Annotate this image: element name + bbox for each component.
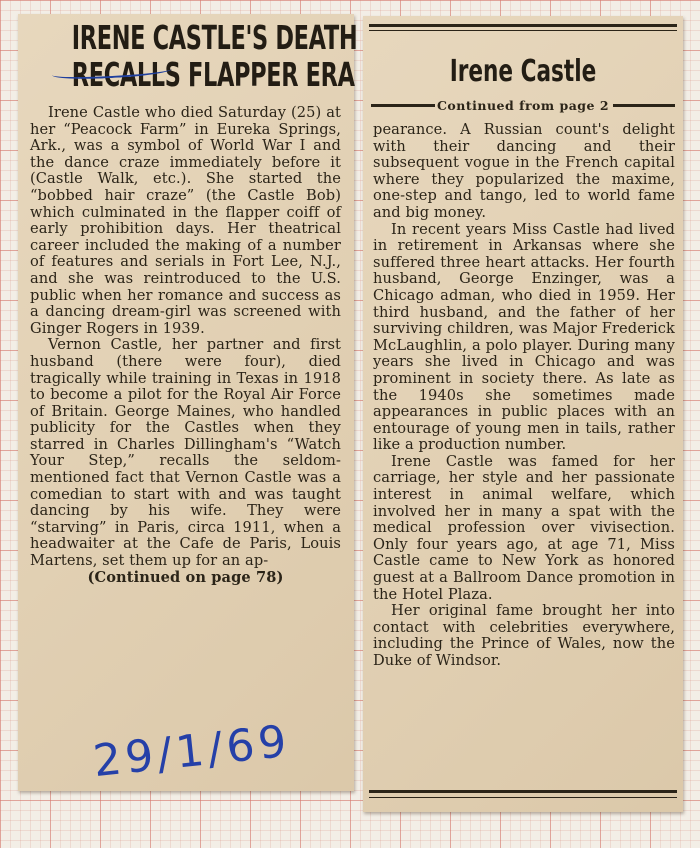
continued-on-note: (Continued on page 78) [87, 568, 284, 586]
right-paragraph-3: Irene Castle was famed for her carriage, her style and her passionate interest in animal welfare, which involved her in many a spat with the medical profession over vivisection. Only four years ago, at age 71, Miss Castle came to New York as honored guest at a Ballroom Dance promotion in the Hotel Plaza. [373, 452, 675, 603]
top-rule [369, 24, 677, 27]
headline-line1: IRENE CASTLE'S DEATH [71, 18, 358, 57]
left-clipping [18, 14, 358, 791]
left-paragraph-2: Vernon Castle, her partner and first husband (there were four), died tragically while training in Texas in 1918 to become a pilot for the Royal Air Force of Britain. George Maines, who handled publicity for the Castles when they starred in Charles Dillingham's “Watch Your Step,” recalls the seldom-mentioned fact that Vernon Castle was a comedian to start with and was taught dancing by his wife. They were “starving” in Paris, circa 1911, when a headwaiter at the Cafe de Paris, Louis Martens, set them up for an ap- [30, 336, 341, 570]
handwritten-date: 29/1/69 [90, 715, 293, 788]
right-paragraph-4: Her original fame brought her into contact with celebrities everywhere, including the Prince of Wales, now the Duke of Windsor. [373, 602, 675, 669]
left-paragraph-1: Irene Castle who died Saturday (25) at her “Peacock Farm” in Eureka Springs, Ark., was a symbol of World War I and the dance craze immediately before it (Castle Walk, etc.). She started the “bobbed hair craze” (the Castle Bob) which culminated in the flapper coiff of early prohibition days. Her theatrical career included the making of a number of features and serials in Fort Lee, N.J., and she was reintroduced to the U.S. public when her romance and success as a dancing dream-girl was screened with Ginger Rogers in 1939. [30, 104, 341, 337]
left-article-body [30, 105, 341, 586]
right-paragraph-1: pearance. A Russian count's delight with their dancing and their subsequent vogue in the French capital where they popularized the maxime, one-step and tango, led to world fame and big money. [373, 121, 675, 221]
bottom-rule-thin [369, 797, 677, 798]
right-clipping [363, 16, 683, 812]
bottom-rule [369, 790, 677, 793]
top-rule-thin [369, 30, 677, 31]
right-article-body [373, 122, 675, 670]
right-paragraph-2: In recent years Miss Castle had lived in retirement in Arkansas where she suffered three heart attacks. Her fourth husband, George Enzinger, was a Chicago adman, who died in 1959. Her third husband, and the father of her surviving children, was Major Frederick McLaughlin, a polo player. During many years she lived in Chicago and was prominent in society there. As late as the 1940s she sometimes made appearances in public places with an entourage of young men in tails, rather like a production number. [373, 220, 675, 454]
right-title: Irene Castle [449, 54, 597, 89]
title-rule-right [613, 104, 675, 107]
headline-line2: RECALLS FLAPPER ERA [71, 55, 355, 94]
continued-from-note: Continued from page 2 [436, 98, 610, 113]
